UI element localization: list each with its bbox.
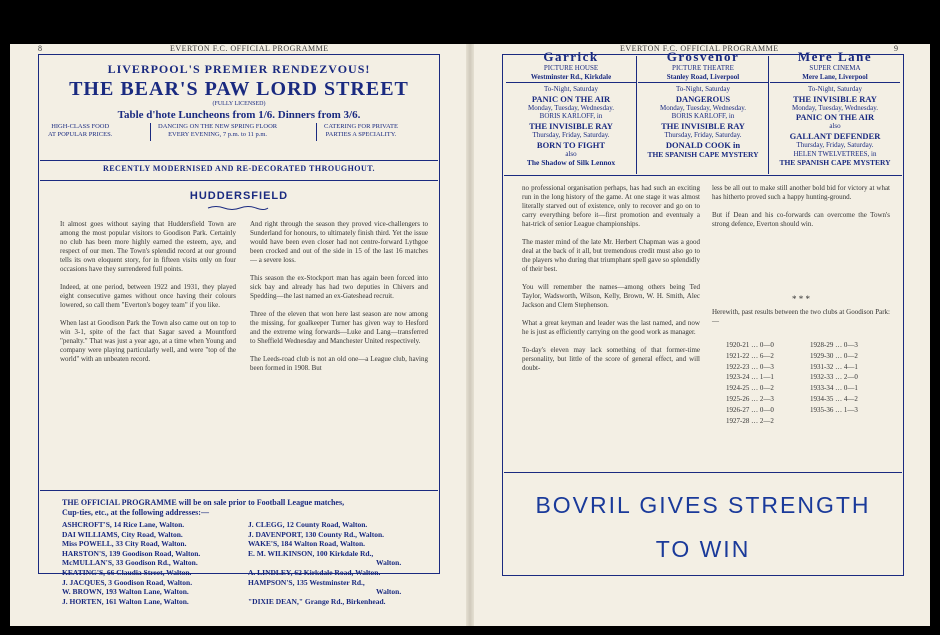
ad-col-food: [48, 123, 112, 139]
outlets-list-left: [62, 520, 200, 606]
ad-col-dancing-a: DANCING ON THE NEW SPRING FLOOR: [158, 123, 278, 130]
cinema-film2: THE INVISIBLE RAY: [529, 120, 613, 131]
bovril-line-2: TO WIN: [655, 536, 751, 562]
cinema-grosvenor: [638, 50, 768, 166]
result-row: 1926-27 … 0—0: [726, 405, 774, 414]
cinema-film3: BORN TO FIGHT: [536, 139, 606, 150]
running-head: EVERTON F.C. OFFICIAL PROGRAMME: [170, 44, 329, 53]
outlet-address: HARSTON'S, 139 Goodison Road, Walton.: [62, 548, 201, 558]
ad-col-food-b: AT POPULAR PRICES.: [48, 131, 113, 138]
result-row: 1923-24 … 1—1: [726, 373, 774, 382]
outlet-address: W. BROWN, 193 Walton Lane, Walton.: [62, 587, 189, 597]
cinema-l2: Monday, Tuesday, Wednesday.: [527, 103, 615, 112]
ad-col-catering-a: CATERING FOR PRIVATE: [324, 123, 398, 130]
outlet-address: Walton.: [376, 558, 402, 568]
outlet-address: Walton.: [376, 587, 402, 597]
cinema-film4: THE SPANISH CAPE MYSTERY: [779, 158, 891, 168]
programme-heading-a: THE OFFICIAL PROGRAMME will be on sale prior to Football League matches,: [62, 498, 345, 507]
result-row: 1928-29 … 0—3: [810, 341, 858, 349]
title-flourish: [206, 205, 270, 211]
outlet-address: WAKE'S, 184 Walton Road, Walton.: [248, 539, 366, 549]
cinema-bottom-rule: [504, 175, 902, 176]
results-list-left: [726, 340, 774, 426]
outlet-address: Miss POWELL, 33 City Road, Walton.: [62, 539, 187, 549]
bears-paw-ad: [40, 62, 438, 173]
cinema-l1: To-Night, Saturday: [676, 85, 730, 94]
cinema-mere-lane: [770, 50, 900, 166]
ad-divider: [150, 123, 151, 141]
cinema-film1: PANIC ON THE AIR: [531, 93, 611, 104]
outlets-list-right: [248, 520, 401, 606]
right-page: [472, 44, 930, 626]
cinema-kind: PICTURE HOUSE: [543, 64, 599, 72]
ad-venue-name: THE BEAR'S PAW LORD STREET: [69, 78, 409, 100]
cinema-address: Westminster Rd., Kirkdale: [506, 73, 636, 84]
ad-table-dhote: Table d'hote Luncheons from 1/6. Dinners from 3/6.: [117, 109, 361, 121]
outlet-address: J. DAVENPORT, 130 County Rd., Walton.: [248, 529, 385, 539]
outlet-address: E. M. WILKINSON, 100 Kirkdale Rd.,: [248, 548, 374, 558]
ad-col-catering-b: PARTIES A SPECIALITY.: [325, 131, 397, 138]
outlet-address: A. LINDLEY, 62 Kirkdale Road, Walton.: [248, 567, 381, 577]
result-row: 1927-28 … 2—2: [726, 416, 774, 425]
cinema-name: Garrick: [543, 49, 599, 64]
outlet-address: KEATING'S, 66 Claudia Street, Walton.: [62, 567, 192, 577]
cinema-kind: PICTURE THEATRE: [672, 64, 734, 72]
cinema-film2: PANIC ON THE AIR: [795, 112, 875, 123]
cinema-l3: BORIS KARLOFF, in: [539, 112, 603, 121]
result-row: 1929-30 … 0—2: [810, 351, 858, 360]
cinema-l2: Monday, Tuesday, Wednesday.: [659, 103, 747, 112]
cinema-film3: GALLANT DEFENDER: [789, 130, 881, 141]
ad-col-food-a: HIGH-CLASS FOOD: [51, 123, 110, 130]
left-page: [10, 44, 468, 626]
bovril-rule: [504, 472, 902, 473]
section-stars: * * *: [792, 294, 810, 304]
ad-tagline: LIVERPOOL'S PREMIER RENDEZVOUS!: [107, 62, 371, 76]
result-row: 1931-32 … 4—1: [810, 362, 858, 371]
cinema-divider: [768, 56, 769, 174]
result-row: 1921-22 … 6—2: [726, 351, 774, 360]
cinema-l6: HELEN TWELVETREES, in: [793, 149, 877, 158]
cinema-l1: To-Night, Saturday: [808, 85, 862, 94]
programme-heading-b: Cup-ties, etc., at the following addresses:—: [62, 508, 209, 517]
cinema-l4: Thursday, Friday, Saturday.: [664, 130, 742, 139]
cinema-l5: Thursday, Friday, Saturday.: [796, 140, 874, 149]
cinema-l4: Thursday, Friday, Saturday.: [532, 130, 610, 139]
cinema-film4: The Shadow of Silk Lennox: [526, 158, 616, 168]
article-column-1: It almost goes without saying that Huddersfield Town are among the most popular visitors to Goodison Park. Certainly no club has been more highly earned the esteem, aye, and respect of our men. The Town's splendid record at our ground tells its own eloquent story, for in fifteen visits only on four occasions have they surrendered full points. Indeed, at one period, between 1922 and 1931, they played eight consecutive games without once having their colours lowered, so call them "Everton's bogey team" if you like. When last at Goodison Park the Town also came out on top to win 3-1, spite of the fact that Sagar saved a Mountford "penalty." That was just a year ago, at a time when Young and company were playing particularly well, and were "top of the world" with an unbeaten record.: [60, 220, 236, 363]
article-title: HUDDERSFIELD: [189, 190, 289, 202]
outlet-address: J. HORTEN, 161 Walton Lane, Walton.: [62, 596, 189, 606]
ad-bottom-rule: [40, 180, 438, 181]
cinema-name: Grosvenor: [666, 49, 740, 64]
cinema-garrick: [506, 50, 636, 166]
programme-box-rule: [40, 490, 438, 491]
cinema-l3: BORIS KARLOFF, in: [671, 112, 735, 121]
ad-col-dancing: [158, 123, 277, 139]
cinema-l1: To-Night, Saturday: [544, 85, 598, 94]
ad-footer: RECENTLY MODERNISED AND RE-DECORATED THROUGHOUT.: [102, 164, 376, 173]
result-row: 1922-23 … 0—3: [726, 362, 774, 371]
cinema-film3: DONALD COOK in: [665, 139, 741, 150]
result-row: 1934-35 … 4—2: [810, 394, 858, 403]
cinema-kind: SUPER CINEMA: [809, 64, 861, 72]
page-number: 9: [894, 44, 899, 53]
results-intro: Herewith, past results between the two clubs at Goodison Park:—: [712, 308, 890, 325]
ad-licensed: (FULLY LICENSED): [212, 101, 266, 107]
result-row: 1935-36 … 1—3: [810, 405, 858, 414]
result-row: 1925-26 … 2—3: [726, 394, 774, 403]
page-number: 8: [38, 44, 43, 53]
cinema-film1: DANGEROUS: [675, 93, 731, 104]
ad-divider: [316, 123, 317, 141]
ad-col-catering: [324, 123, 398, 139]
outlet-address: J. CLEGG, 12 County Road, Walton.: [248, 520, 368, 529]
ad-col-dancing-b: EVERY EVENING, 7 p.m. to 11 p.m.: [168, 131, 268, 138]
outlet-address: DAI WILLIAMS, City Road, Walton.: [62, 529, 183, 539]
outlet-address: McMULLAN'S, 33 Goodison Rd., Walton.: [62, 558, 198, 568]
programme-spread: [10, 44, 930, 626]
cinema-address: Stanley Road, Liverpool: [638, 73, 768, 84]
cinema-film1: THE INVISIBLE RAY: [793, 93, 877, 104]
result-row: 1920-21 … 0—0: [726, 341, 774, 349]
article-column-2: And right through the season they proved vice-challengers to Sunderland for honours, to ultimately finish third. Yet the issue would have been even closer had not centre-forward Lythgoe been crocked and out of the side in 15 of the last 16 matches — a severe loss. This season the ex-Stockport man has again been forced into sick bay and already has had two deputies in Chivers and Spedding—the last named an ex-Gateshead recruit. Three of the eleven that won here last season are now among the missing, for goalkeeper Turner has given way to Hesford and the extreme wing forwards—Luke and Lang—transferred to Sheffield Wednesday and Manchester United respectively. The Leeds-road club is not an old one—a League club, having been formed in 1908. But: [250, 220, 428, 372]
cinema-film4: THE SPANISH CAPE MYSTERY: [647, 149, 759, 159]
article-continued-column-2: less be all out to make still another bold bid for victory at what has hitherto proved such a happy hunting-ground. But if Dean and his co-forwards can overcome the Town's strong defence, Everton should win.: [712, 184, 890, 228]
results-list-right: [810, 340, 858, 416]
cinema-name: Mere Lane: [797, 49, 873, 64]
outlet-address: HAMPSON'S, 135 Westminster Rd.,: [248, 577, 365, 587]
article-continued-column-1: no professional organisation perhaps, has had such an exciting run in the long history of the game. At one stage it was almost literally starved out of existence, only to recover and go on to carry everything before it—first promotion and eventualy a hat-trick of senior League championships. The master mind of the late Mr. Herbert Chapman was a good deal at the back of it all, but tremendous credit must also go to the players who during that triumphant spell gave so splendidly of their best. You will remember the names—among others being Ted Taylor, Wadsworth, Wilson, Kelly, Brown, W. H. Smith, Alec Jackson and Clem Stephenson. What a great keyman and leader was the last named, and now he is just as efficiently carrying on the good work as manager. To-day's eleven may lack something of that former-time personality, but little of the score of general effect, and will doubt-: [522, 184, 700, 372]
cinema-film2: THE INVISIBLE RAY: [661, 120, 745, 131]
outlet-address: ASHCROFT'S, 14 Rice Lane, Walton.: [62, 520, 185, 529]
result-row: 1933-34 … 0—1: [810, 384, 858, 393]
outlet-address: J. JACQUES, 3 Goodison Road, Walton.: [62, 577, 193, 587]
cinema-address: Mere Lane, Liverpool: [770, 73, 900, 84]
outlet-address: "DIXIE DEAN," Grange Rd., Birkenhead.: [248, 596, 386, 606]
ad-rule: [40, 160, 438, 161]
result-row: 1932-33 … 2—0: [810, 373, 858, 382]
cinema-divider: [636, 56, 637, 174]
running-head: EVERTON F.C. OFFICIAL PROGRAMME: [620, 44, 779, 53]
cinema-l2: Monday, Tuesday, Wednesday.: [791, 103, 879, 112]
result-row: 1924-25 … 0—2: [726, 384, 774, 393]
cinema-l4: also: [829, 122, 841, 131]
bovril-line-1: BOVRIL GIVES STRENGTH: [535, 492, 871, 518]
cinema-l5: also: [565, 149, 577, 158]
